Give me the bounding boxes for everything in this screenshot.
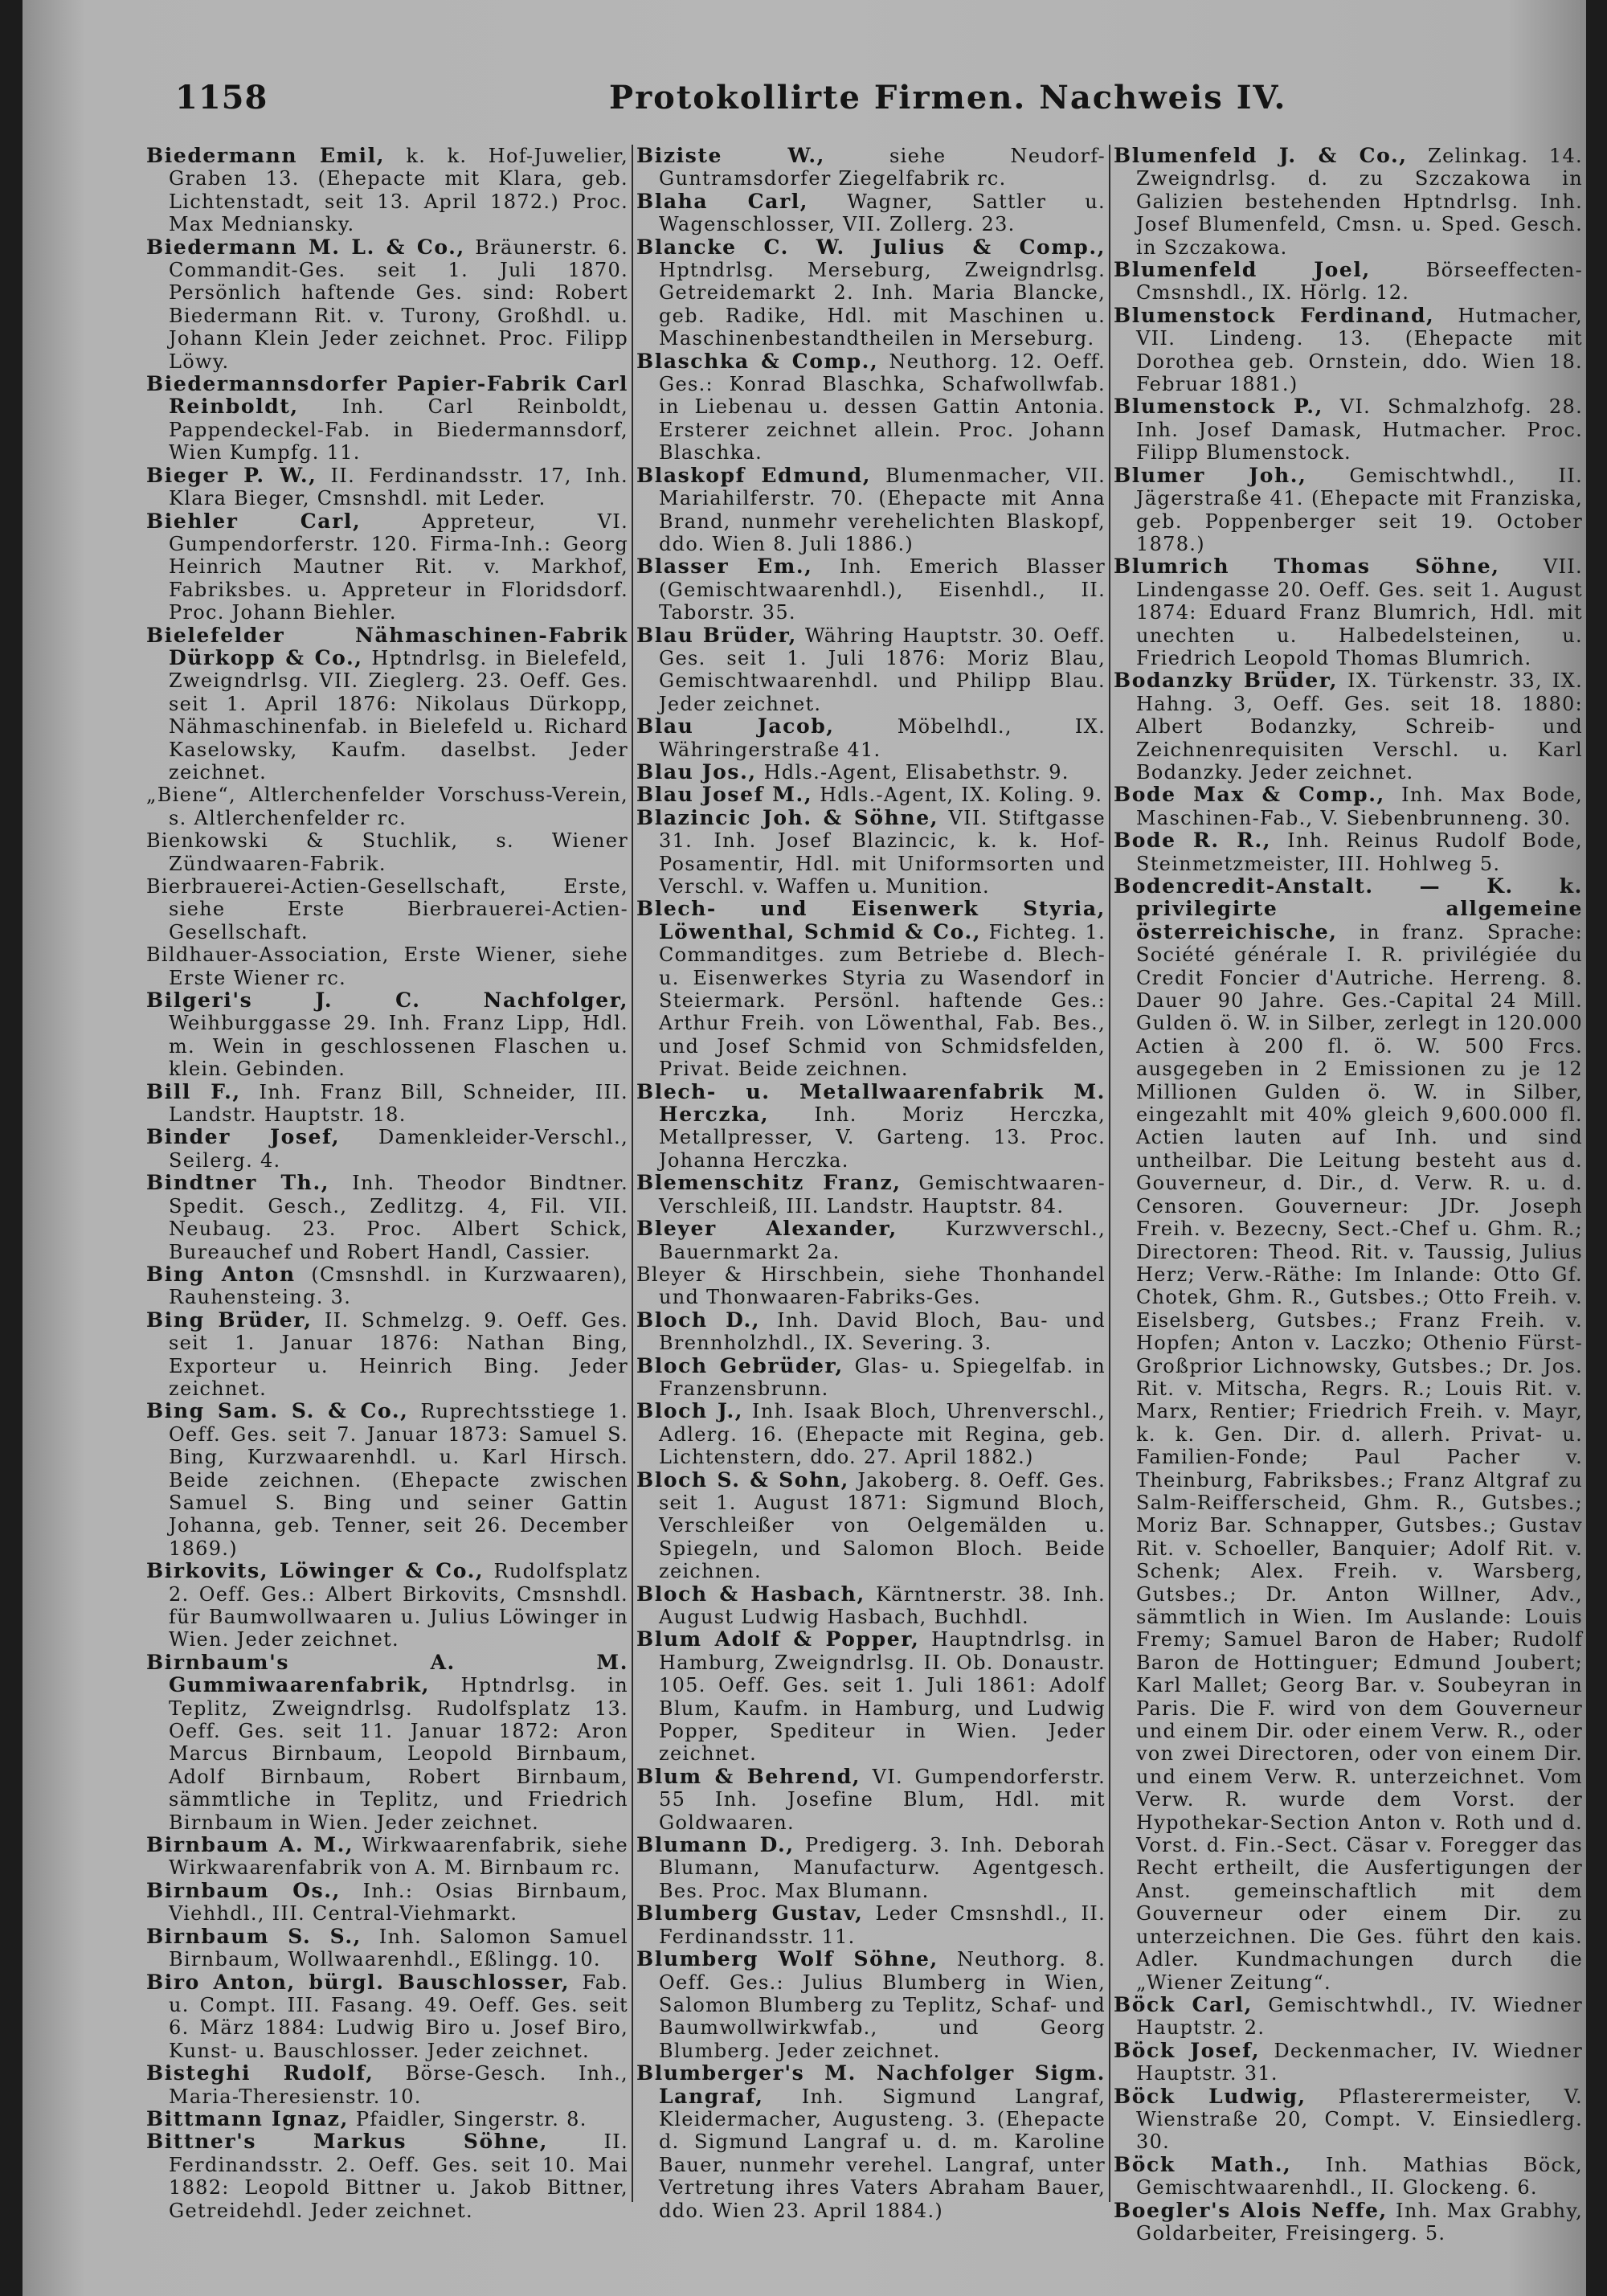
firm-details: Hptndrlsg. in Teplitz, Zweigndrlsg. Rudolfsplatz 13. Oeff. Ges. seit 11. Januar 1872: Aron Marcus Birnbaum, Leopold Birnbaum, Adolf Birnbaum, Robert Birnbaum, sämmtliche in Teplitz, und Friedrich Birnbaum in Wien. Jeder zeichnet. xyxy=(169,1674,628,1834)
directory-entry xyxy=(146,1971,628,2063)
directory-entry xyxy=(146,1172,628,1263)
firm-name: Binder Josef, xyxy=(146,1125,341,1149)
firm-name: Bindtner Th., xyxy=(146,1171,330,1195)
directory-entry xyxy=(636,1628,1106,1765)
firm-name: Blumenfeld Joel, xyxy=(1114,258,1371,282)
firm-details: Appreteur, VI. Gumpendorferstr. 120. Firma-Inh.: Georg Heinrich Mautner Rit. v. Markhof, Fabriksbes. u. Appreteur in Floridsdorf. Proc. Johann Biehler. xyxy=(169,510,629,624)
firm-details: Pfaidler, Singerstr. 8. xyxy=(348,2107,587,2130)
firm-details: Inh. Max Grabhy, Goldarbeiter, Freisingerg. 5. xyxy=(1136,2199,1584,2245)
firm-details: in franz. Sprache: Société générale I. R. privilégiée du Credit Foncier d'Autriche. Herreng. 8. Dauer 90 Jahre. Ges.-Capital 24 Mill. Gulden ö. W. in Silber, zerlegt in 120.000 Actien à 200 fl. ö. W. 500 Frcs. ausgegeben in 2 Emissionen zu je 12 Millionen Gulden ö. W. in Silber, eingezahlt mit 40% gleich 9,600.000 fl. Actien lauten auf Inh. und sind untheilbar. Die Leitung besteht aus d. Gouverneur, d. Dir., d. Verw. R. u. d. Censoren. Gouverneur: JDr. Joseph Freih. v. Bezecny, Sect.-Chef u. Ghm. R.; Directoren: Theod. Rit. v. Taussig, Julius Herz; Verw.-Räthe: Im Inlande: Otto Gf. Chotek, Ghm. R., Gutsbes.; Otto Freih. v. Eiselsberg, Gutsbes.; Franz Freih. v. Hopfen; Anton v. Laczko; Othenio Fürst-Großprior Lichnowsky, Gutsbes.; Dr. Jos. Rit. v. Mitscha, Regrs. R.; Louis Rit. v. Marx, Rentier; Friedrich Freih. v. Mayr, k. k. Gen. Dir. d. allerh. Privat- u. Familien-Fonde; Paul Pacher v. Theinburg, Fabriksbes.; Franz Altgraf zu Salm-Reifferscheid, Ghm. R., Gutsbes.; Moriz Bar. Schnapper, Gutsbes.; Gustav Rit. v. Schoeller, Banquier; Adolf Rit. v. Schenk; Alex. Freih. v. Warsberg, Gutsbes.; Dr. Anton Willner, Adv., sämmtlich in Wien. Im Auslande: Louis Fremy; Samuel Baron de Haber; Rudolf Baron de Hottinguer; Edmund Joubert; Karl Mallet; Georg Bar. v. Soubeyran in Paris. Die F. wird von dem Gouverneur und einem Dir. oder einem Verw. R., oder von zwei Directoren, oder von einem Dir. und einem Verw. R. unterzeichnet. Vom Verw. R. wurde dem Vorst. der Hypothekar-Section Anton v. Roth und d. Vorst. d. Fin.-Sect. Cäsar v. Foregger das Recht ertheilt, die Ausfertigungen der Anst. gemeinschaftlich mit dem Gouverneur oder einem Dir. zu unterzeichnen. Die Ges. führt den kais. Adler. Kundmachungen durch die „Wiener Zeitung“. xyxy=(1136,920,1583,1994)
firm-details: Wagner, Sattler u. Wagenschlosser, VII. Zollerg. 23. xyxy=(659,190,1106,236)
firm-name: Bloch S. & Sohn, xyxy=(636,1467,849,1492)
firm-details: Inh. Reinus Rudolf Bode, Steinmetzmeister, III. Hohlweg 5. xyxy=(1136,829,1583,875)
firm-details: Hdls.-Agent, Elisabethstr. 9. xyxy=(756,760,1069,784)
directory-entry xyxy=(636,715,1106,761)
directory-entry xyxy=(636,761,1106,784)
firm-name: Böck Ludwig, xyxy=(1114,2084,1306,2108)
firm-details: „Biene“, Altlerchenfelder Vorschuss-Verein, s. Altlerchenfelder rc. xyxy=(146,784,628,829)
directory-entry xyxy=(146,145,628,236)
firm-details: Gemischtwaaren-Verschleiß, III. Landstr. Hauptstr. 84. xyxy=(659,1172,1106,1218)
firm-name: Bode R. R., xyxy=(1114,829,1272,853)
firm-name: Birkovits, Löwinger & Co., xyxy=(146,1559,485,1583)
firm-name: Blau Jos., xyxy=(636,759,757,784)
directory-entry xyxy=(1114,875,1583,1994)
firm-details: Inh. Theodor Bindtner. Spedit. Gesch., Zedlitzg. 4, Fil. VII. Neubaug. 23. Proc. Albert Schick, Bureauchef und Robert Handl, Cassier. xyxy=(169,1172,628,1263)
firm-details: Inh. Isaak Bloch, Uhrenverschl., Adlerg. 16. (Ehepacte mit Regina, geb. Lichtenstern, ddo. 27. April 1882.) xyxy=(659,1400,1106,1469)
directory-entry xyxy=(636,1355,1106,1401)
firm-name: Blumenfeld J. & Co., xyxy=(1114,144,1408,167)
directory-entry xyxy=(1114,2154,1583,2200)
firm-name: Böck Josef, xyxy=(1114,2038,1261,2062)
directory-entry xyxy=(146,829,628,875)
firm-details: Inh. Emerich Blasser (Gemischtwaarenhdl.), Eisenhdl., II. Taborstr. 35. xyxy=(659,555,1106,624)
firm-details: Inh. Mathias Böck, Gemischtwaarenhdl., II. Glockeng. 6. xyxy=(1136,2153,1583,2200)
firm-name: Biedermann M. L. & Co., xyxy=(146,235,465,259)
firm-name: Blau Jacob, xyxy=(636,714,835,739)
firm-name: Birnbaum S. S., xyxy=(146,1924,362,1948)
directory-entry xyxy=(636,555,1106,624)
directory-entry xyxy=(636,1400,1106,1468)
firm-details: Inh. Max Bode, Maschinen-Fab., V. Siebenbrunneng. 30. xyxy=(1136,784,1583,829)
directory-entry xyxy=(636,350,1106,465)
firm-details: Hauptndrlsg. in Hamburg, Zweigndrlsg. II. Ob. Donaustr. 105. Oeff. Ges. seit 1. Juli 1861: Adolf Blum, Kaufm. in Hamburg, und Ludwig Popper, Spediteur in Wien. Jeder zeichnet. xyxy=(659,1628,1106,1766)
firm-details: II. Ferdinandsstr. 2. Oeff. Ges. seit 10. Mai 1882: Leopold Bittner u. Jakob Bittner, Getreidehdl. Jeder zeichnet. xyxy=(169,2130,628,2222)
firm-details: Börseeffecten-Cmsnshdl., IX. Hörlg. 12. xyxy=(1136,259,1583,305)
directory-entry xyxy=(1114,2200,1583,2245)
directory-entry xyxy=(146,1834,628,1880)
firm-details: II. Ferdinandsstr. 17, Inh. Klara Bieger, Cmsnshdl. mit Leder. xyxy=(169,464,628,510)
firm-details: Neuthorg. 8. Oeff. Ges.: Julius Blumberg in Wien, Salomon Blumberg zu Teplitz, Schaf- und Baumwollwirkwfab., und Georg Blumberg. Jeder zeichnet. xyxy=(659,1948,1106,2062)
firm-name: Biedermann Emil, xyxy=(146,144,386,167)
firm-name: Böck Math., xyxy=(1114,2152,1292,2176)
firm-details: VI. Schmalzhofg. 28. Inh. Josef Damask, Hutmacher. Proc. Filipp Blumenstock. xyxy=(1136,395,1583,465)
firm-name: Blumer Joh., xyxy=(1114,463,1307,487)
firm-name: Birnbaum Os., xyxy=(146,1878,341,1902)
directory-entry xyxy=(146,465,628,510)
firm-details: Inh. Salomon Samuel Birnbaum, Wollwaarenhdl., Eßlingg. 10. xyxy=(169,1925,628,1971)
page-number: 1158 xyxy=(175,79,268,117)
firm-name: Bloch & Hasbach, xyxy=(636,1582,865,1606)
directory-entry xyxy=(1114,145,1583,259)
directory-entry xyxy=(1114,1994,1583,2040)
directory-entry xyxy=(636,807,1106,898)
firm-name: Bieger P. W., xyxy=(146,463,317,487)
firm-details: VI. Gumpendorferstr. 55 Inh. Josefine Blum, Hdl. mit Goldwaaren. xyxy=(659,1765,1106,1834)
firm-details: Gemischtwhdl., II. Jägerstraße 41. (Ehepacte mit Franziska, geb. Poppenberger seit 19. October 1878.) xyxy=(1136,464,1584,555)
directory-entry xyxy=(146,1309,628,1401)
firm-name: Bloch Gebrüder, xyxy=(636,1353,844,1377)
firm-name: Blumenstock P., xyxy=(1114,395,1323,419)
directory-entry xyxy=(146,624,628,784)
directory-entry xyxy=(1114,305,1583,396)
firm-details: Bienkowski & Stuchlik, s. Wiener Zündwaaren-Fabrik. xyxy=(146,829,628,875)
directory-entry xyxy=(146,373,628,465)
directory-entry xyxy=(1114,395,1583,464)
firm-details: Fichteg. 1. Commanditges. zum Betriebe d. Blech- u. Eisenwerkes Styria zu Wasendorf in Steiermark. Persönl. haftende Ges.: Arthur Freih. von Löwenthal, Fab. Bes., und Josef Schmid von Schmidsfelden, Privat. Beide zeichnen. xyxy=(659,920,1106,1081)
firm-name: Bing Anton xyxy=(146,1262,296,1286)
firm-name: Biedermannsdorfer Papier-Fabrik Carl Reinboldt, xyxy=(146,372,628,419)
firm-details: Rudolfsplatz 2. Oeff. Ges.: Albert Birkovits, Cmsnshdl. für Baumwollwaaren u. Julius Löwinger in Wien. Jeder zeichnet. xyxy=(169,1560,628,1651)
directory-entry xyxy=(146,989,628,1081)
directory-entry xyxy=(146,1126,628,1172)
firm-name: Bisteghi Rudolf, xyxy=(146,2061,374,2085)
firm-name: Biro Anton, bürgl. Bauschlosser, xyxy=(146,1970,570,1994)
directory-column-3 xyxy=(1114,144,1584,2245)
directory-entry xyxy=(146,1651,628,1834)
firm-details: Pflasterermeister, V. Wienstraße 20, Compt. V. Einsiedlerg. 30. xyxy=(1136,2085,1583,2154)
firm-name: Blumann D., xyxy=(636,1833,795,1857)
directory-entry xyxy=(146,875,628,943)
directory-entry xyxy=(636,1081,1106,1173)
directory-entry xyxy=(1114,2085,1583,2154)
directory-entry xyxy=(636,1766,1106,1834)
firm-name: Bing Sam. S. & Co., xyxy=(146,1399,409,1423)
directory-column-1 xyxy=(146,144,629,2222)
firm-name: Blau Brüder, xyxy=(636,623,797,647)
firm-details: (Cmsnshdl. in Kurzwaaren), Rauhensteing. 3. xyxy=(169,1263,628,1309)
firm-details: Hutmacher, VII. Lindeng. 13. (Ehepacte mit Dorothea geb. Ornstein, ddo. Wien 18. Februar 1881.) xyxy=(1136,304,1583,396)
firm-name: Blemenschitz Franz, xyxy=(636,1171,902,1195)
firm-name: Birnbaum's A. M. Gummiwaarenfabrik, xyxy=(146,1650,628,1697)
directory-entry xyxy=(1114,829,1583,875)
firm-name: Bittner's Markus Söhne, xyxy=(146,2130,549,2154)
firm-details: Leder Cmsnshdl., II. Ferdinandsstr. 11. xyxy=(659,1902,1106,1948)
firm-details: Bildhauer-Association, Erste Wiener, siehe Erste Wiener rc. xyxy=(146,943,628,989)
directory-entry xyxy=(146,1880,628,1926)
firm-name: Blum & Behrend, xyxy=(636,1764,861,1788)
directory-entry xyxy=(1114,555,1583,669)
firm-name: Blumberg Gustav, xyxy=(636,1901,864,1926)
directory-entry xyxy=(636,1263,1106,1309)
firm-details: Damenkleider-Verschl., Seilerg. 4. xyxy=(169,1126,628,1172)
firm-name: Bill F., xyxy=(146,1079,241,1103)
firm-details: Bierbrauerei-Actien-Gesellschaft, Erste, siehe Erste Bierbrauerei-Actien-Gesellschaft. xyxy=(146,875,628,943)
directory-entry xyxy=(636,190,1106,236)
firm-name: Bilgeri's J. C. Nachfolger, xyxy=(146,988,628,1013)
directory-entry xyxy=(636,145,1106,190)
directory-entry xyxy=(1114,259,1583,305)
firm-details: Inh. David Bloch, Bau- und Brennholzhdl., IX. Severing. 3. xyxy=(659,1308,1106,1355)
firm-details: Kurzwverschl., Bauernmarkt 2a. xyxy=(659,1218,1106,1263)
firm-details: VII. Stiftgasse 31. Inh. Josef Blazincic, k. k. Hof-Posamentir, Hdl. mit Uniformsorten und Verschl. v. Waffen u. Munition. xyxy=(659,806,1106,898)
firm-name: Bing Brüder, xyxy=(146,1308,313,1332)
firm-name: Böck Carl, xyxy=(1114,1992,1253,2016)
firm-name: Blum Adolf & Popper, xyxy=(636,1627,920,1651)
firm-name: Blech- u. Metallwaarenfabrik M. Herczka, xyxy=(636,1079,1106,1127)
directory-entry xyxy=(1114,2040,1583,2085)
firm-details: Blumenmacher, VII. Mariahilferstr. 70. (Ehepacte mit Anna Brand, nunmehr verehelichten Blaskopf, ddo. Wien 8. Juli 1886.) xyxy=(659,464,1106,555)
directory-entry xyxy=(636,1834,1106,1902)
directory-entry xyxy=(636,1583,1106,1629)
directory-entry xyxy=(636,1469,1106,1583)
directory-entry xyxy=(636,2062,1106,2222)
firm-details: Fab. u. Compt. III. Fasang. 49. Oeff. Ges. seit 6. März 1884: Ludwig Biro u. Josef Biro, Kunst- u. Bauschlosser. Jeder zeichnet. xyxy=(169,1971,628,2062)
firm-name: Blaha Carl, xyxy=(636,189,809,213)
directory-entry xyxy=(636,784,1106,806)
firm-name: Bielefelder Nähmaschinen-Fabrik Dürkopp & Co., xyxy=(146,623,628,669)
firm-details: Bräunerstr. 6. Commandit-Ges. seit 1. Juli 1870. Persönlich haftende Ges. sind: Robert Biedermann Rit. v. Turony, Großhdl. u. Johann Klein Jeder zeichnet. Proc. Filipp Löwy. xyxy=(169,235,628,373)
firm-name: Blumrich Thomas Söhne, xyxy=(1114,555,1500,579)
directory-entry xyxy=(146,1560,628,1651)
firm-name: Bodanzky Brüder, xyxy=(1114,669,1339,693)
directory-entry xyxy=(1114,465,1583,556)
directory-entry xyxy=(146,1081,628,1127)
firm-name: Bloch D., xyxy=(636,1308,761,1332)
directory-entry xyxy=(636,236,1106,350)
firm-name: Blech- und Eisenwerk Styria, Löwenthal, Schmid & Co., xyxy=(636,897,1106,943)
firm-name: Bittmann Ignaz, xyxy=(146,2106,349,2130)
firm-name: Bode Max & Comp., xyxy=(1114,783,1385,807)
firm-details: Hptndrlsg. Merseburg, Zweigndrlsg. Getreidemarkt 2. Inh. Maria Blancke, geb. Radike, Hdl. mit Maschinen u. Maschinenbestandtheilen in Merseburg. xyxy=(659,259,1106,350)
directory-entry xyxy=(636,1172,1106,1218)
firm-details: Jakoberg. 8. Oeff. Ges. seit 1. August 1871: Sigmund Bloch, Verschleißer von Oelgemälden u. Spiegeln, und Salomon Bloch. Beide zeichnen. xyxy=(659,1468,1106,1583)
firm-details: VII. Lindengasse 20. Oeff. Ges. seit 1. August 1874: Eduard Franz Blumrich, Hdl. mit unechten u. Halbedelsteinen, u. Friedrich Leopold Thomas Blumrich. xyxy=(1136,555,1583,669)
firm-details: Weihburggasse 29. Inh. Franz Lipp, Hdl. m. Wein in geschlossenen Flaschen u. klein. Gebinden. xyxy=(169,1012,628,1081)
firm-name: Blaschka & Comp., xyxy=(636,349,879,373)
directory-entry xyxy=(636,1218,1106,1263)
directory-entry xyxy=(146,2108,628,2130)
firm-details: Währing Hauptstr. 30. Oeff. Ges. seit 1. Juli 1876: Moriz Blau, Gemischtwaarenhdl. und Philipp Blau. Jeder zeichnet. xyxy=(659,624,1106,715)
firm-details: Predigerg. 3. Inh. Deborah Blumann, Manufacturw. Agentgesch. Bes. Proc. Max Blumann. xyxy=(659,1834,1106,1902)
firm-name: Blaskopf Edmund, xyxy=(636,463,872,487)
firm-details: Inh. Sigmund Langraf, Kleidermacher, Augusteng. 3. (Ehepacte d. Sigmund Langraf u. d. m. Karoline Bauer, nunmehr verehel. Langraf, unter Vertretung ihres Vaters Abraham Bauer, ddo. Wien 23. April 1884.) xyxy=(659,2085,1106,2222)
firm-details: Kärntnerstr. 38. Inh. August Ludwig Hasbach, Buchhdl. xyxy=(659,1582,1106,1628)
firm-details: Inh. Franz Bill, Schneider, III. Landstr. Hauptstr. 18. xyxy=(169,1080,628,1127)
firm-name: Blumberg Wolf Söhne, xyxy=(636,1947,938,1971)
firm-details: Deckenmacher, IV. Wiedner Hauptstr. 31. xyxy=(1136,2039,1583,2085)
firm-name: Bodencredit-Anstalt. — K. k. privilegirte allgemeine österreichische, xyxy=(1114,874,1583,943)
firm-details: Ruprechtsstiege 1. Oeff. Ges. seit 7. Januar 1873: Samuel S. Bing, Kurzwaarenhdl. u. Karl Hirsch. Beide zeichnen. (Ehepacte zwischen Samuel S. Bing und seiner Gattin Johanna, geb. Tenner, seit 26. December 1869.) xyxy=(169,1400,628,1560)
firm-details: Hdls.-Agent, IX. Koling. 9. xyxy=(812,784,1103,807)
firm-name: Bleyer Alexander, xyxy=(636,1217,898,1241)
directory-column-2 xyxy=(636,144,1106,2222)
running-title: Protokollirte Firmen. Nachweis IV. xyxy=(609,79,1287,117)
directory-entry xyxy=(636,1309,1106,1355)
firm-details: Glas- u. Spiegelfab. in Franzensbrunn. xyxy=(659,1354,1106,1400)
firm-name: Birnbaum A. M., xyxy=(146,1833,354,1857)
directory-entry xyxy=(146,510,628,624)
firm-name: Bloch J., xyxy=(636,1399,744,1423)
directory-entry xyxy=(636,1902,1106,1948)
firm-name: Blancke C. W. Julius & Comp., xyxy=(636,235,1106,259)
firm-details: Inh. Moriz Herczka, Metallpresser, V. Garteng. 13. Proc. Johanna Herczka. xyxy=(659,1103,1106,1172)
directory-entry xyxy=(1114,669,1583,784)
directory-entry xyxy=(146,943,628,989)
directory-entry xyxy=(636,465,1106,556)
firm-details: Zelinkag. 14. Zweigndrlsg. d. zu Szczakowa in Galizien bestehenden Hptndrlsg. Inh. Josef Blumenfeld, Cmsn. u. Sped. Gesch. in Szczakowa. xyxy=(1136,145,1583,259)
directory-entry xyxy=(146,1263,628,1309)
directory-entry xyxy=(636,1948,1106,2062)
firm-name: Blumenstock Ferdinand, xyxy=(1114,303,1435,327)
page-header xyxy=(175,79,1287,119)
firm-details: Hptndrlsg. in Bielefeld, Zweigndrlsg. VII. Zieglerg. 23. Oeff. Ges. seit 1. April 1876: Nikolaus Dürkopp, Nähmaschinenfab. in Bielefeld u. Richard Kaselowsky, Kaufm. daselbst. Jeder zeichnet. xyxy=(169,646,628,784)
firm-details: Inh.: Osias Birnbaum, Viehhdl., III. Central-Viehmarkt. xyxy=(169,1879,628,1926)
directory-entry xyxy=(146,1400,628,1560)
firm-details: Wirkwaarenfabrik, siehe Wirkwaarenfabrik von A. M. Birnbaum rc. xyxy=(169,1834,629,1880)
directory-entry xyxy=(636,624,1106,716)
firm-name: Boegler's Alois Neffe, xyxy=(1114,2198,1388,2222)
firm-name: Blasser Em., xyxy=(636,555,813,579)
firm-details: siehe Neudorf-Guntramsdorfer Ziegelfabrik rc. xyxy=(659,145,1106,190)
firm-details: Börse-Gesch. Inh., Maria-Theresienstr. 10. xyxy=(169,2062,628,2108)
firm-name: Biehler Carl, xyxy=(146,509,362,533)
firm-details: IX. Türkenstr. 33, IX. Hahng. 3, Oeff. Ges. seit 18. 1880: Albert Bodanzky, Schreib- und Zeichnenrequisiten Verschl. u. Karl Bodanzky. Jeder zeichnet. xyxy=(1136,669,1583,784)
directory-entry xyxy=(146,784,628,829)
directory-entry xyxy=(146,1926,628,1971)
firm-details: Möbelhdl., IX. Währingerstraße 41. xyxy=(659,715,1106,761)
firm-details: Inh. Carl Reinboldt, Pappendeckel-Fab. in Biedermannsdorf, Wien Kumpfg. 11. xyxy=(169,395,628,465)
firm-details: Bleyer & Hirschbein, siehe Thonhandel und Thonwaaren-Fabriks-Ges. xyxy=(636,1263,1106,1309)
firm-name: Biziste W., xyxy=(636,144,825,167)
column-divider xyxy=(632,145,633,2202)
firm-details: k. k. Hof-Juwelier, Graben 13. (Ehepacte mit Klara, geb. Lichtenstadt, seit 13. April 1872.) Proc. Max Medniansky. xyxy=(169,145,628,236)
column-divider xyxy=(1109,145,1110,2202)
directory-entry xyxy=(1114,784,1583,829)
directory-entry xyxy=(146,236,628,373)
directory-entry xyxy=(146,2130,628,2222)
firm-name: Blau Josef M., xyxy=(636,783,813,807)
directory-entry xyxy=(146,2062,628,2108)
firm-details: Neuthorg. 12. Oeff. Ges.: Konrad Blaschka, Schafwollwfab. in Liebenau u. dessen Gattin Antonia. Ersterer zeichnet allein. Proc. Johann Blaschka. xyxy=(659,350,1106,465)
firm-name: Blumberger's M. Nachfolger Sigm. Langraf, xyxy=(636,2061,1106,2108)
directory-entry xyxy=(636,898,1106,1080)
firm-details: Gemischtwhdl., IV. Wiedner Hauptstr. 2. xyxy=(1136,1993,1583,2040)
firm-name: Blazincic Joh. & Söhne, xyxy=(636,805,939,829)
firm-details: II. Schmelzg. 9. Oeff. Ges. seit 1. Januar 1876: Nathan Bing, Exporteur u. Heinrich Bing. Jeder zeichnet. xyxy=(169,1308,628,1400)
